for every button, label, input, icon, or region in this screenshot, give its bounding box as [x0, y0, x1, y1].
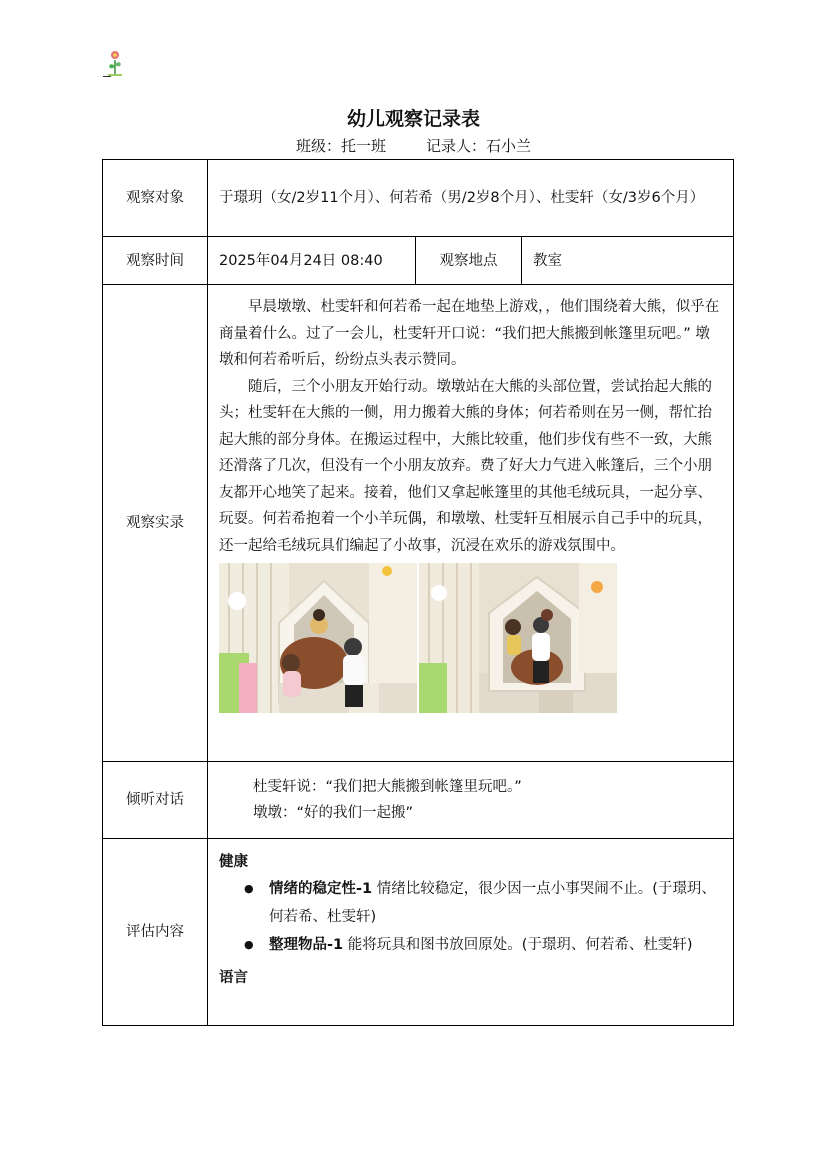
observation-table — [102, 159, 734, 1026]
photo-children-in-tent — [419, 563, 617, 713]
dialogue-label: 倾听对话 — [103, 762, 208, 839]
record-paragraph: 早晨墩墩、杜雯轩和何若希一起在地垫上游戏，，他们围绕着大熊，似乎在商量着什么。过了一会儿，杜雯轩开口说：“我们把大熊搬到帐篷里玩吧。” 墩墩和何若希听后，纷纷点头表示赞同。 — [219, 299, 720, 368]
class-label: 班级：托一班 — [295, 137, 386, 155]
record-content — [208, 285, 734, 762]
assessment-item-text: 情绪比较稳定，很少因一点小事哭闹不止。(于璟玥、何若希、杜雯轩) — [269, 881, 716, 925]
row-assessment — [103, 839, 734, 1026]
row-time — [103, 237, 734, 285]
section-heading-language: 语言 — [219, 970, 248, 986]
time-value: 2025年04月24日 08:40 — [208, 237, 416, 285]
dialogue-line: 墩墩：“好的我们一起搬” — [253, 805, 414, 821]
assessment-item — [219, 931, 721, 959]
subject-value: 于璟玥（女/2岁11个月）、何若希（男/2岁8个月）、杜雯轩（女/3岁6个月） — [208, 160, 734, 237]
page-title: 幼儿观察记录表 — [346, 108, 480, 130]
logo-underline — [103, 76, 111, 77]
subject-label: 观察对象 — [103, 160, 208, 237]
assessment-item-title: 情绪的稳定性-1 — [269, 881, 373, 897]
assessment-content — [208, 839, 734, 1026]
photo-gallery — [219, 563, 721, 713]
bullet-icon: ● — [244, 882, 254, 895]
school-logo — [104, 48, 126, 78]
place-label: 观察地点 — [416, 237, 522, 285]
time-label: 观察时间 — [103, 237, 208, 285]
photo-children-carrying-bear — [219, 563, 417, 713]
row-dialogue — [103, 762, 734, 839]
assessment-item-title: 整理物品-1 — [269, 937, 344, 953]
section-heading-health: 健康 — [219, 854, 248, 870]
record-label: 观察实录 — [103, 285, 208, 762]
recorder-label: 记录人：石小兰 — [426, 137, 532, 155]
assessment-list — [219, 875, 721, 959]
place-value: 教室 — [522, 237, 734, 285]
assessment-item-text: 能将玩具和图书放回原处。(于璟玥、何若希、杜雯轩) — [343, 937, 693, 953]
dialogue-content — [208, 762, 734, 839]
record-paragraph: 随后，三个小朋友开始行动。墩墩站在大熊的头部位置，尝试抬起大熊的头；杜雯轩在大熊的一侧，用力搬着大熊的身体；何若希则在另一侧，帮忙抬起大熊的部分身体。在搬运过程中，大熊比较重，他们步伐有些不一致，大熊还滑落了几次，但没有一个小朋友放弃。费了好大力气进入帐篷后，三个小朋友都开心地笑了起来。接着，他们又拿起帐篷里的其他毛绒玩具，一起分享、玩耍。何若希抱着一个小羊玩偶，和墩墩、杜雯轩互相展示自己手中的玩具，还一起给毛绒玩具们编起了小故事，沉浸在欢乐的游戏氛围中。 — [219, 378, 712, 554]
assessment-label: 评估内容 — [103, 839, 208, 1026]
assessment-item — [219, 875, 721, 931]
dialogue-line: 杜雯轩说：“我们把大熊搬到帐篷里玩吧。” — [253, 779, 522, 795]
row-subject — [103, 160, 734, 237]
row-record — [103, 285, 734, 762]
bullet-icon: ● — [244, 938, 254, 951]
header-info — [0, 135, 827, 156]
